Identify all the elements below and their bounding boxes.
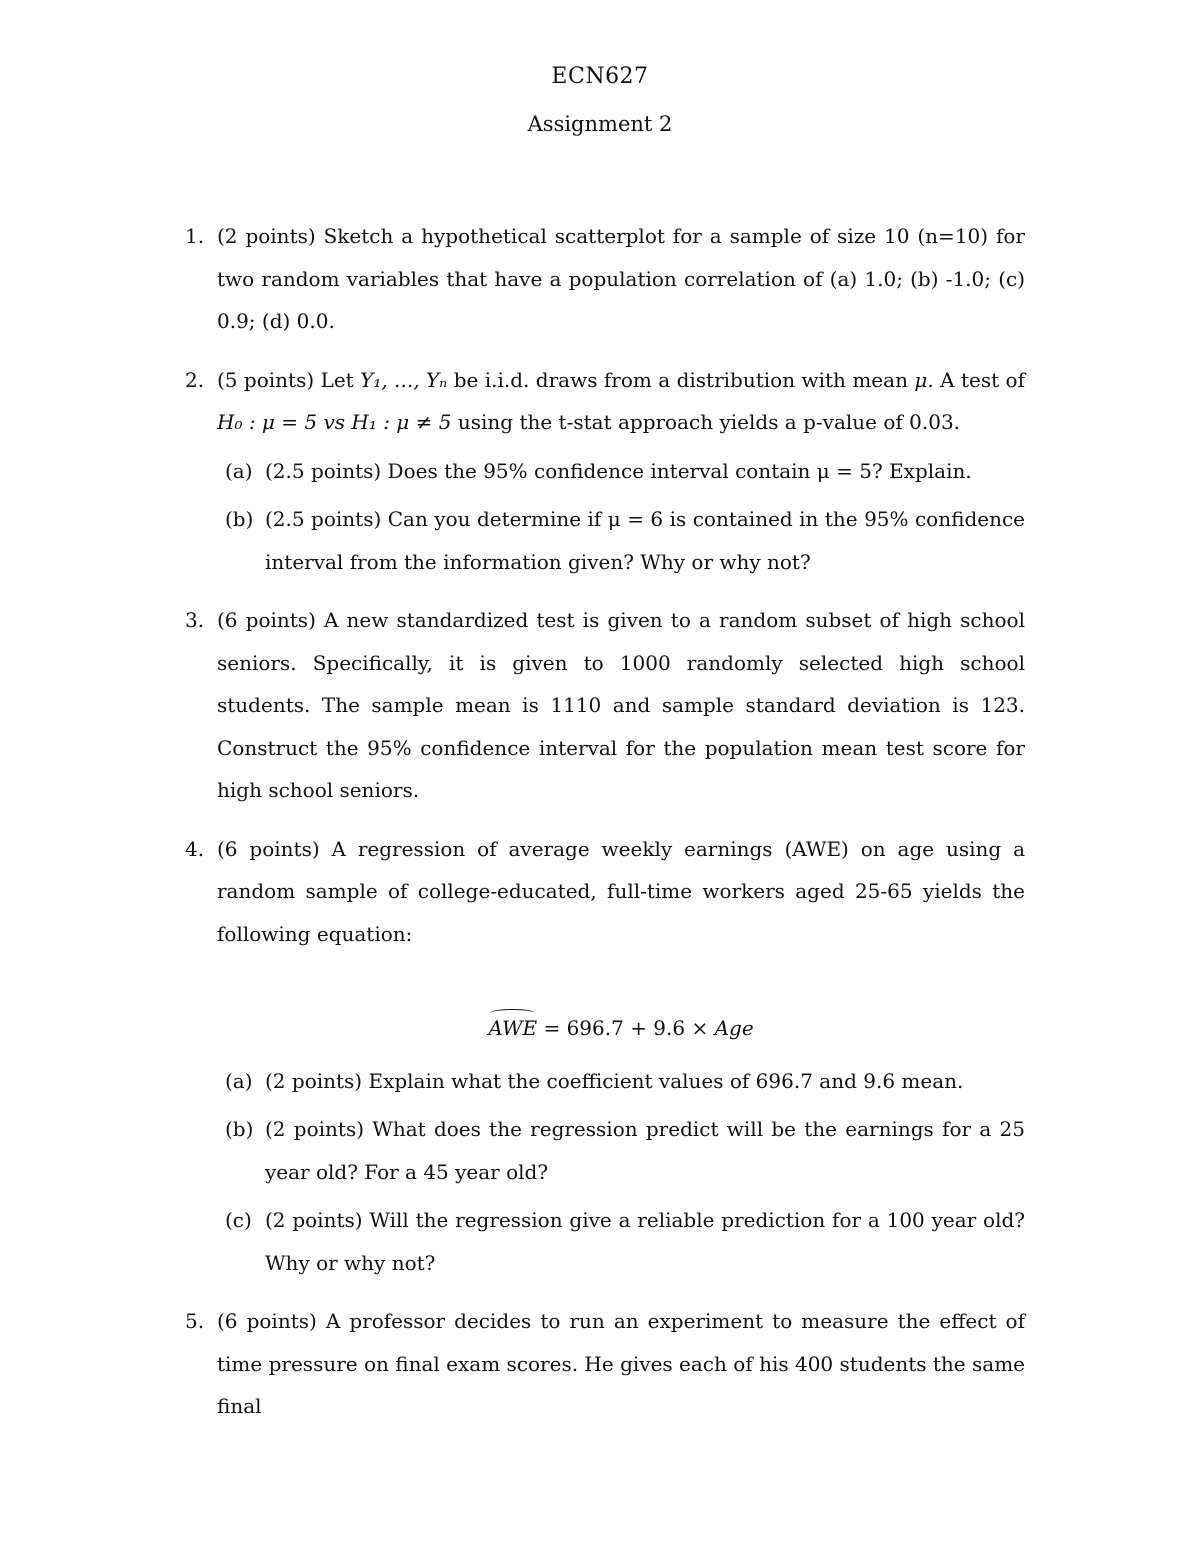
regression-equation <box>217 1007 1025 1050</box>
subquestion-label: (a) <box>225 458 253 483</box>
question-text: (6 points) A professor decides to run an experiment to measure the effect of time pressure on final exam scores. He gives each of his 400 students the same final <box>217 1309 1025 1418</box>
question-text-part: be i.i.d. draws from a distribution with mean <box>447 367 915 392</box>
subquestion-4c <box>217 1199 1025 1284</box>
question-list <box>185 215 1025 1444</box>
subquestion-2a <box>217 450 1025 493</box>
math-variables: Y₁, ..., Yₙ <box>360 367 448 392</box>
math-hypothesis: H₀ : μ = 5 vs H₁ : μ ≠ 5 <box>217 410 452 434</box>
question-text-part: . A test of <box>927 367 1026 392</box>
question-text: (2 points) Sketch a hypothetical scatterplot for a sample of size 10 (n=10) for two random variables that have a population correlation of (a) 1.0; (b) -1.0; (c) 0.9; (d) 0.0. <box>217 224 1025 333</box>
subquestion-text: (2 points) What does the regression predict will be the earnings for a 25 year old? For a 45 year old? <box>265 1117 1025 1184</box>
subquestion-text: (2 points) Will the regression give a reliable prediction for a 100 year old? Why or why not? <box>265 1208 1025 1275</box>
question-text-part: (5 points) Let <box>217 367 361 392</box>
question-3 <box>185 599 1025 812</box>
subquestion-4a <box>217 1060 1025 1103</box>
equation-rhs: = 696.7 + 9.6 × <box>537 1016 715 1040</box>
subquestion-text: (2.5 points) Does the 95% confidence interval contain μ = 5? Explain. <box>265 458 972 483</box>
equation-variable: Age <box>714 1016 754 1040</box>
question-4 <box>185 828 1025 1285</box>
question-number: 5. <box>185 1309 205 1333</box>
question-2 <box>185 359 1025 584</box>
question-number: 4. <box>185 836 205 861</box>
subquestion-label: (b) <box>225 1117 254 1141</box>
subquestion-2b <box>217 498 1025 583</box>
question-number: 2. <box>185 367 205 392</box>
subquestion-4b <box>217 1108 1025 1193</box>
subquestion-label: (c) <box>225 1208 252 1232</box>
question-5 <box>185 1300 1025 1428</box>
question-text: (6 points) A new standardized test is given to a random subset of high school seniors. Specifically, it is given to 1000 randomly selected high school students. The sample mean is 1110 and sample standard deviation is 123. Construct the 95% confidence interval for the population mean test score for high school seniors. <box>217 608 1025 802</box>
equation-lhs: AWE <box>488 1007 537 1050</box>
subquestion-text: (2 points) Explain what the coefficient values of 696.7 and 9.6 mean. <box>265 1068 964 1093</box>
subquestion-label: (b) <box>225 507 254 531</box>
question-1 <box>185 215 1025 343</box>
subquestion-label: (a) <box>225 1068 253 1093</box>
subquestion-text: (2.5 points) Can you determine if μ = 6 is contained in the 95% confidence interval from the information given? Why or why not? <box>265 507 1025 574</box>
question-number: 1. <box>185 224 205 248</box>
question-text-part: using the t-stat approach yields a p-value of 0.03. <box>451 410 961 434</box>
math-mu: μ <box>914 367 928 392</box>
assignment-title: Assignment 2 <box>527 112 673 136</box>
course-title: ECN627 <box>551 64 649 89</box>
question-text: (6 points) A regression of average weekly earnings (AWE) on age using a random sample of college-educated, full-time workers aged 25-65 yields the following equation: <box>217 836 1025 946</box>
question-number: 3. <box>185 608 205 632</box>
